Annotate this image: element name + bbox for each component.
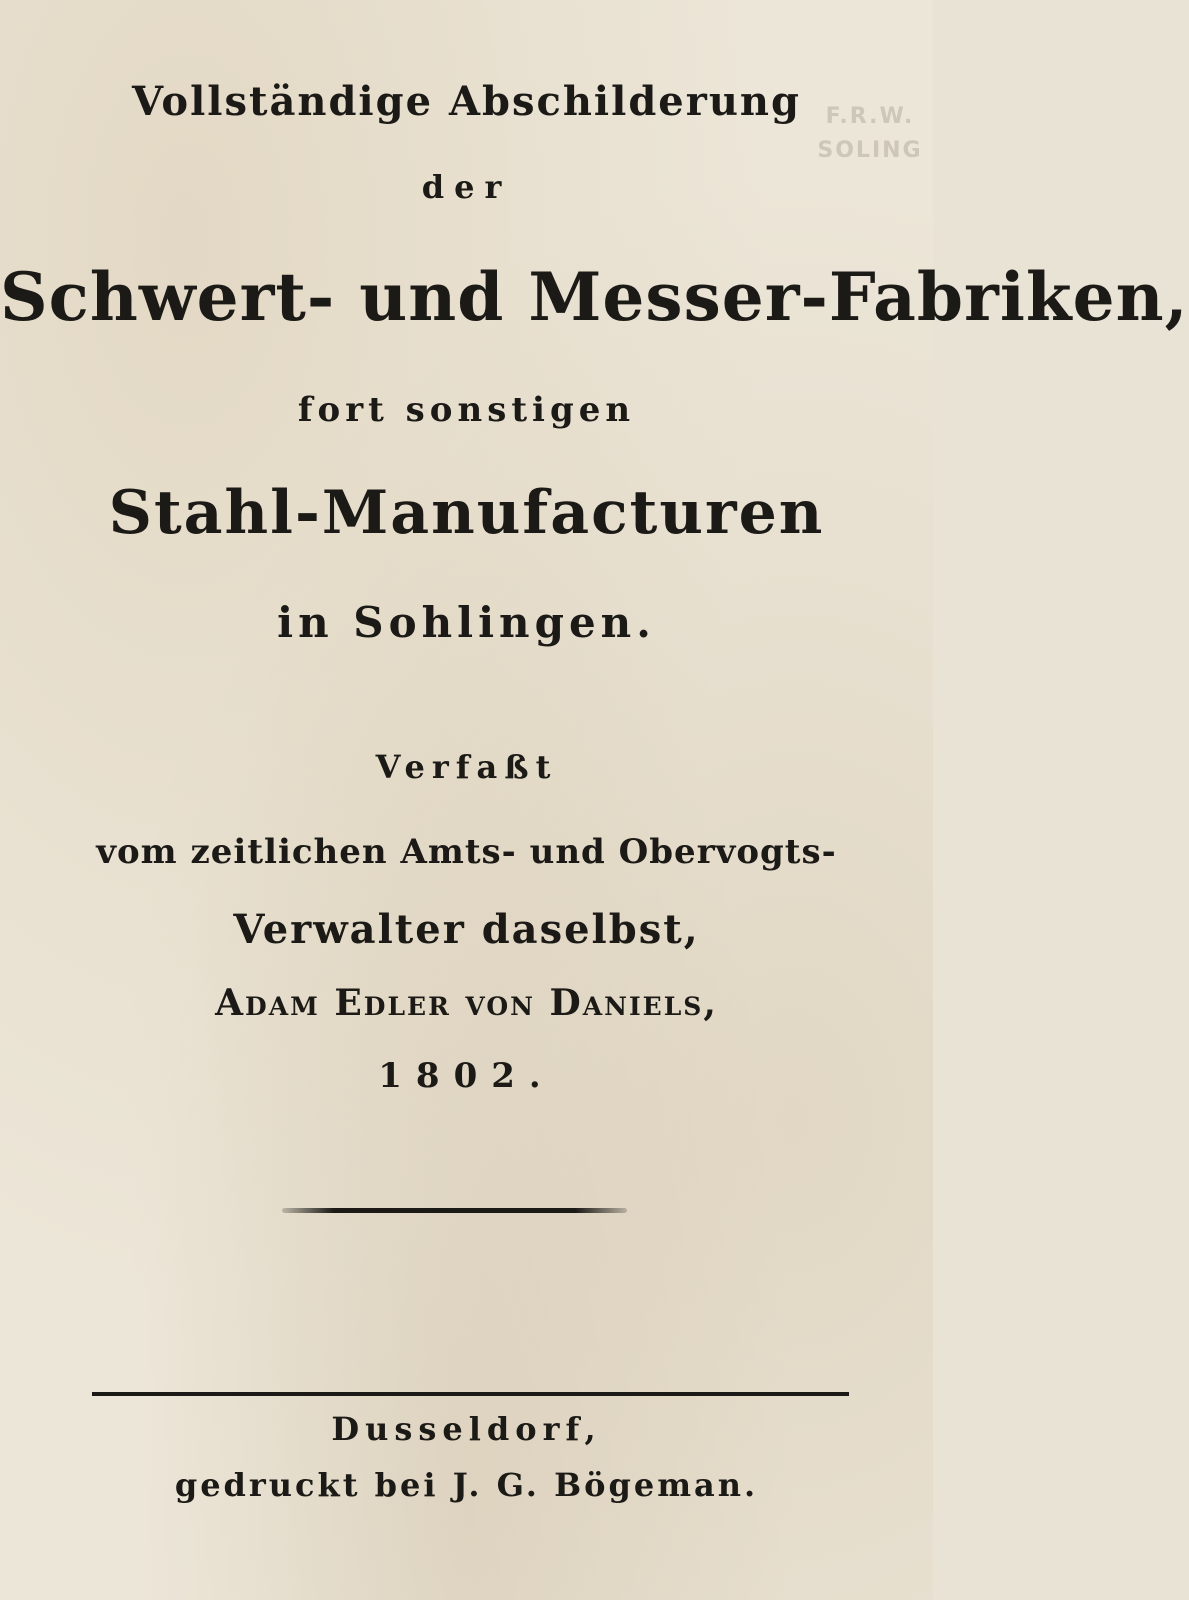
title-line-4: fort sonstigen: [297, 390, 636, 430]
title-line-3: Schwert- und Messer-Fabriken,: [0, 258, 1189, 336]
author-name: Adam Edler von Daniels,: [215, 982, 718, 1024]
author-office-line-2: Verwalter daselbst,: [233, 906, 700, 953]
stamp-line-1: F.R.W.: [825, 104, 915, 129]
title-line-5: Stahl-Manufacturen: [108, 478, 825, 548]
ornamental-rule: [282, 1208, 627, 1213]
imprint-rule: [92, 1392, 849, 1396]
author-intro: Verfaßt: [375, 748, 558, 786]
author-office-line-1: vom zeitlichen Amts- und Obervogts-: [96, 832, 837, 872]
title-line-1: Vollständige Abschilderung: [132, 78, 801, 125]
stamp-line-2: SOLING: [817, 138, 923, 163]
publication-year: 1802.: [378, 1056, 555, 1096]
title-line-6: in Sohlingen.: [277, 598, 656, 647]
imprint-printer: gedruckt bei J. G. Bögeman.: [174, 1466, 759, 1504]
title-line-2: der: [421, 168, 512, 206]
imprint-place: Dusseldorf,: [331, 1410, 602, 1448]
